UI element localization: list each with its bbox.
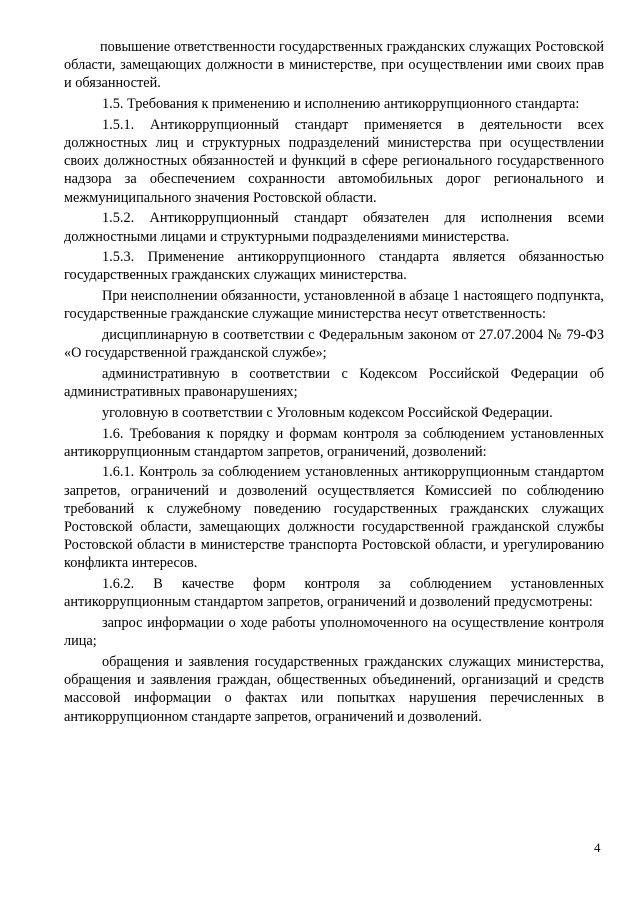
paragraph-1-6-2: 1.6.2. В качестве форм контроля за соблюдением установленных антикоррупционным стандартом запретов, ограничений и дозволений предусмотрены:	[64, 576, 604, 611]
page-number: 4	[594, 840, 601, 855]
document-page	[64, 38, 604, 728]
paragraph-criminal: уголовную в соответствии с Уголовным кодексом Российской Федерации.	[102, 404, 553, 421]
paragraph-disciplinary: дисциплинарную в соответствии с Федеральным законом от 27.07.2004 № 79-ФЗ «О государственной гражданской службе»;	[64, 327, 604, 362]
paragraph-1-6-1: 1.6.1. Контроль за соблюдением установленных антикоррупционным стандартом запретов, ограничений и дозволений осуществляется Комиссией по соблюдению требований к служебному поведению государственных гражданских служащих Ростовской области, замещающих должности государственной гражданской службы Ростовской области в министерстве транспорта Ростовской области, и урегулированию конфликта интересов.	[64, 464, 604, 572]
paragraph-appeals: обращения и заявления государственных гражданских служащих министерства, обращения и заявления граждан, общественных объединений, организаций и средств массовой информации о фактах или попытках нарушения перечисленных в антикоррупционном стандарте запретов, ограничений и дозволений.	[64, 654, 604, 725]
paragraph-responsibility: При неисполнении обязанности, установленной в абзаце 1 настоящего подпункта, государственные гражданские служащие министерства несут ответственность:	[64, 288, 604, 323]
paragraph-information-request: запрос информации о ходе работы уполномоченного на осуществление контроля лица;	[64, 615, 604, 650]
paragraph-1-6: 1.6. Требования к порядку и формам контроля за соблюдением установленных антикоррупционным стандартом запретов, ограничений, дозволений:	[64, 425, 604, 460]
paragraph-1-5-3: 1.5.3. Применение антикоррупционного стандарта является обязанностью государственных гражданских служащих министерства.	[64, 249, 604, 284]
paragraph-continuation: повышение ответственности государственных гражданских служащих Ростовской области, замещающих должности в министерстве, при осуществлении ими своих прав и обязанностей.	[64, 39, 604, 92]
paragraph-1-5: 1.5. Требования к применению и исполнению антикоррупционного стандарта:	[102, 96, 580, 113]
paragraph-administrative: административную в соответствии с Кодексом Российской Федерации об административных правонарушениях;	[64, 365, 604, 401]
paragraph-1-5-1: 1.5.1. Антикоррупционный стандарт применяется в деятельности всех должностных лиц и структурных подразделений министерства при осуществлении своих должностных обязанностей и функций в сфере регионального государственного надзора за обеспечением сохранности автомобильных дорог регионального и межмуниципального значения Ростовской области.	[64, 116, 604, 206]
paragraph-1-5-2: 1.5.2. Антикоррупционный стандарт обязателен для исполнения всеми должностными лицами и структурными подразделениями министерства.	[64, 210, 604, 245]
